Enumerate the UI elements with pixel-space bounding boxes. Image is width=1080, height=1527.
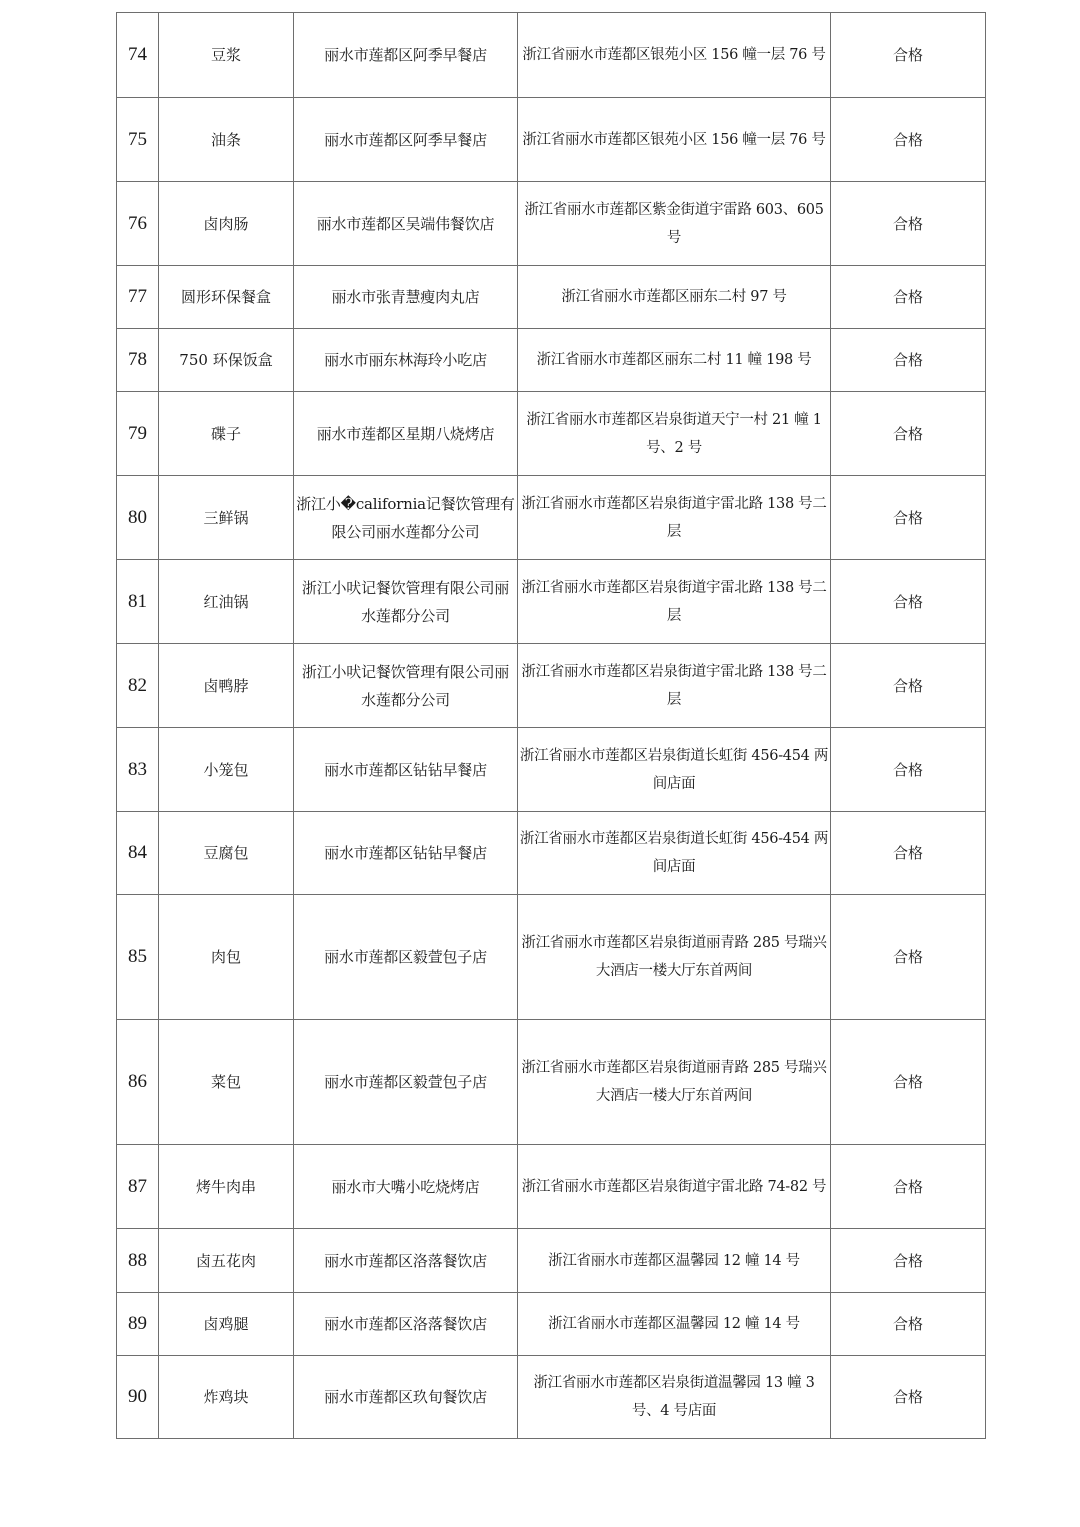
food-name: 肉包	[159, 895, 294, 1020]
row-number: 82	[117, 644, 159, 728]
inspection-result: 合格	[831, 98, 986, 182]
company-name: 丽水市张青慧瘦肉丸店	[294, 266, 518, 329]
table-row	[117, 560, 986, 644]
company-address: 浙江省丽水市莲都区银苑小区 156 幢一层 76 号	[518, 13, 831, 98]
table-row	[117, 13, 986, 98]
company-name: 丽水市丽东林海玲小吃店	[294, 329, 518, 392]
row-number: 75	[117, 98, 159, 182]
inspection-result: 合格	[831, 812, 986, 895]
company-name: 丽水市莲都区钻钻早餐店	[294, 728, 518, 812]
company-address: 浙江省丽水市莲都区岩泉街道长虹街 456-454 两间店面	[518, 728, 831, 812]
inspection-result: 合格	[831, 182, 986, 266]
table-row	[117, 266, 986, 329]
company-address: 浙江省丽水市莲都区丽东二村 97 号	[518, 266, 831, 329]
table-row	[117, 476, 986, 560]
row-number: 86	[117, 1020, 159, 1145]
table-row	[117, 329, 986, 392]
inspection-result: 合格	[831, 560, 986, 644]
company-address: 浙江省丽水市莲都区岩泉街道宇雷北路 74-82 号	[518, 1145, 831, 1229]
inspection-result: 合格	[831, 329, 986, 392]
table-row	[117, 392, 986, 476]
company-address: 浙江省丽水市莲都区丽东二村 11 幢 198 号	[518, 329, 831, 392]
company-address: 浙江省丽水市莲都区岩泉街道宇雷北路 138 号二层	[518, 476, 831, 560]
inspection-result: 合格	[831, 13, 986, 98]
company-name: 丽水市莲都区星期八烧烤店	[294, 392, 518, 476]
inspection-result: 合格	[831, 895, 986, 1020]
food-name: 卤肉肠	[159, 182, 294, 266]
food-name: 菜包	[159, 1020, 294, 1145]
inspection-result: 合格	[831, 476, 986, 560]
inspection-result: 合格	[831, 1020, 986, 1145]
food-name: 小笼包	[159, 728, 294, 812]
inspection-result: 合格	[831, 728, 986, 812]
inspection-result: 合格	[831, 644, 986, 728]
company-name: 浙江小�california记餐饮管理有限公司丽水莲都分公司	[294, 476, 518, 560]
food-name: 圆形环保餐盒	[159, 266, 294, 329]
row-number: 84	[117, 812, 159, 895]
food-name: 三鲜锅	[159, 476, 294, 560]
row-number: 90	[117, 1356, 159, 1439]
table-row	[117, 812, 986, 895]
table-row	[117, 182, 986, 266]
company-name: 丽水市莲都区钻钻早餐店	[294, 812, 518, 895]
food-name: 豆浆	[159, 13, 294, 98]
food-name: 卤鸭脖	[159, 644, 294, 728]
table-row	[117, 1020, 986, 1145]
row-number: 77	[117, 266, 159, 329]
company-address: 浙江省丽水市莲都区温馨园 12 幢 14 号	[518, 1293, 831, 1356]
table-row	[117, 1293, 986, 1356]
food-name: 炸鸡块	[159, 1356, 294, 1439]
company-name: 浙江小吠记餐饮管理有限公司丽水莲都分公司	[294, 644, 518, 728]
company-name: 丽水市莲都区玖旬餐饮店	[294, 1356, 518, 1439]
company-name: 丽水市莲都区毅萱包子店	[294, 1020, 518, 1145]
row-number: 78	[117, 329, 159, 392]
food-name: 红油锅	[159, 560, 294, 644]
row-number: 79	[117, 392, 159, 476]
table-row	[117, 895, 986, 1020]
row-number: 87	[117, 1145, 159, 1229]
company-name: 丽水市莲都区洛落餐饮店	[294, 1293, 518, 1356]
row-number: 74	[117, 13, 159, 98]
inspection-result: 合格	[831, 392, 986, 476]
table-row	[117, 1145, 986, 1229]
inspection-result: 合格	[831, 1145, 986, 1229]
food-name: 豆腐包	[159, 812, 294, 895]
row-number: 85	[117, 895, 159, 1020]
table-body	[117, 13, 986, 1439]
company-address: 浙江省丽水市莲都区银苑小区 156 幢一层 76 号	[518, 98, 831, 182]
food-name: 烤牛肉串	[159, 1145, 294, 1229]
row-number: 81	[117, 560, 159, 644]
inspection-result: 合格	[831, 1293, 986, 1356]
company-name: 丽水市莲都区阿季早餐店	[294, 13, 518, 98]
food-name: 卤五花肉	[159, 1229, 294, 1293]
table-row	[117, 98, 986, 182]
inspection-results-table	[116, 12, 986, 1439]
company-address: 浙江省丽水市莲都区岩泉街道丽青路 285 号瑞兴大酒店一楼大厅东首两间	[518, 895, 831, 1020]
row-number: 80	[117, 476, 159, 560]
company-address: 浙江省丽水市莲都区岩泉街道温馨园 13 幢 3 号、4 号店面	[518, 1356, 831, 1439]
table-row	[117, 728, 986, 812]
company-name: 丽水市大嘴小吃烧烤店	[294, 1145, 518, 1229]
company-name: 丽水市莲都区洛落餐饮店	[294, 1229, 518, 1293]
inspection-result: 合格	[831, 1356, 986, 1439]
food-name: 油条	[159, 98, 294, 182]
company-address: 浙江省丽水市莲都区岩泉街道天宁一村 21 幢 1 号、2 号	[518, 392, 831, 476]
table-row	[117, 1229, 986, 1293]
inspection-result: 合格	[831, 266, 986, 329]
food-name: 碟子	[159, 392, 294, 476]
inspection-result: 合格	[831, 1229, 986, 1293]
company-address: 浙江省丽水市莲都区岩泉街道宇雷北路 138 号二层	[518, 644, 831, 728]
company-address: 浙江省丽水市莲都区岩泉街道宇雷北路 138 号二层	[518, 560, 831, 644]
company-name: 浙江小吠记餐饮管理有限公司丽水莲都分公司	[294, 560, 518, 644]
row-number: 83	[117, 728, 159, 812]
row-number: 89	[117, 1293, 159, 1356]
company-address: 浙江省丽水市莲都区紫金街道宇雷路 603、605 号	[518, 182, 831, 266]
company-name: 丽水市莲都区阿季早餐店	[294, 98, 518, 182]
company-address: 浙江省丽水市莲都区温馨园 12 幢 14 号	[518, 1229, 831, 1293]
row-number: 88	[117, 1229, 159, 1293]
food-name: 750 环保饭盒	[159, 329, 294, 392]
company-address: 浙江省丽水市莲都区岩泉街道长虹街 456-454 两间店面	[518, 812, 831, 895]
table-row	[117, 644, 986, 728]
food-name: 卤鸡腿	[159, 1293, 294, 1356]
company-name: 丽水市莲都区吴端伟餐饮店	[294, 182, 518, 266]
row-number: 76	[117, 182, 159, 266]
company-name: 丽水市莲都区毅萱包子店	[294, 895, 518, 1020]
company-address: 浙江省丽水市莲都区岩泉街道丽青路 285 号瑞兴大酒店一楼大厅东首两间	[518, 1020, 831, 1145]
table-row	[117, 1356, 986, 1439]
